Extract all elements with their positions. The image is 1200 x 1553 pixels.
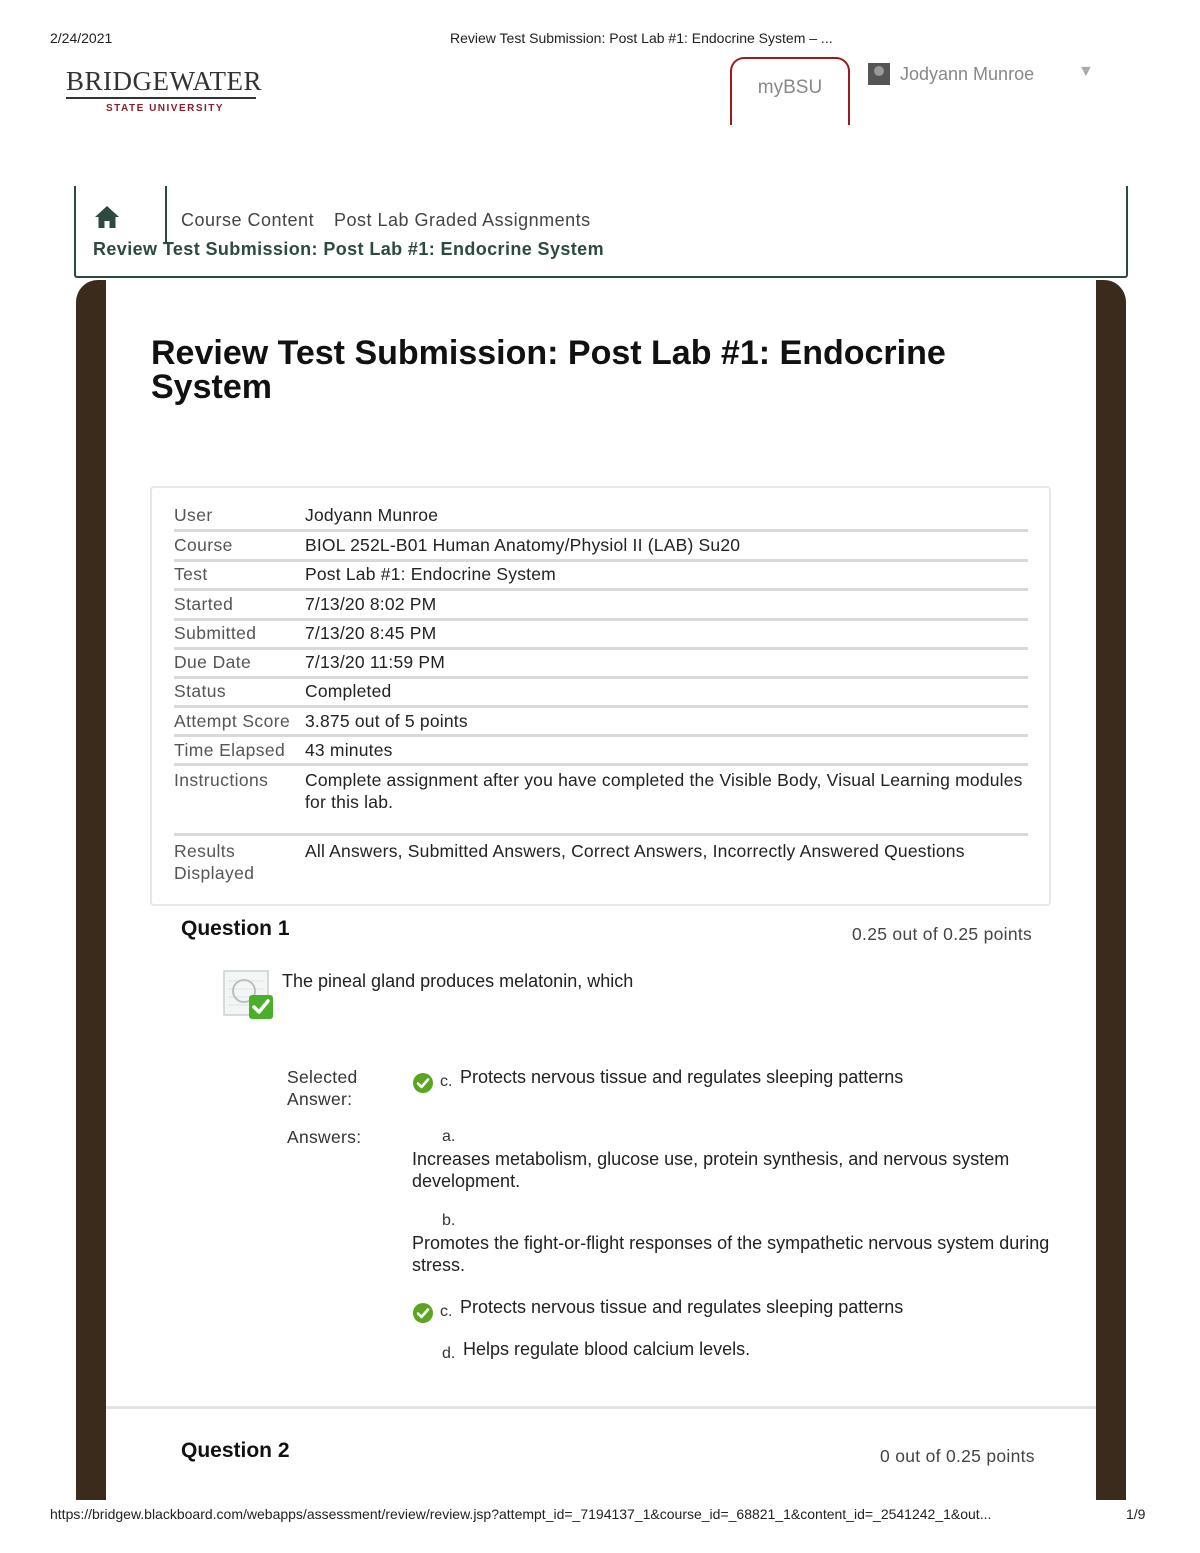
question-2-points: 0 out of 0.25 points [880, 1446, 1035, 1466]
answer-option-letter: d. [442, 1345, 456, 1362]
mybsu-tab[interactable]: myBSU [730, 57, 850, 125]
selected-answer-letter: c. [440, 1073, 453, 1090]
answer-option-text: Promotes the fight-or-flight responses of the sympathetic nervous system during stress. [412, 1233, 1050, 1275]
breadcrumb-current: Review Test Submission: Post Lab #1: Endocrine System [93, 239, 604, 259]
print-page-number: 1/9 [1126, 1506, 1146, 1522]
details-label: Course [174, 535, 233, 555]
details-row-user [174, 505, 1028, 532]
question-separator [106, 1406, 1096, 1409]
logo-subtitle: STATE UNIVERSITY [106, 103, 225, 114]
details-label: Started [174, 594, 234, 614]
question-1-text: The pineal gland produces melatonin, which [282, 971, 634, 991]
user-menu-caret-icon[interactable]: ▼ [1078, 63, 1094, 80]
answers-label: Answers: [287, 1127, 362, 1147]
answer-option-text: Helps regulate blood calcium levels. [463, 1339, 751, 1359]
user-name[interactable]: Jodyann Munroe [900, 64, 1035, 84]
correct-question-icon [222, 969, 274, 1021]
details-row-results-displayed [174, 840, 1028, 890]
details-label: Due Date [174, 652, 252, 672]
breadcrumb [74, 186, 1128, 278]
answer-option-letter: b. [442, 1212, 456, 1229]
details-label: Attempt Score [174, 711, 291, 731]
answer-option-letter: a. [442, 1128, 456, 1145]
details-label: Test [174, 564, 208, 584]
details-row-instructions [174, 769, 1028, 836]
details-row-course [174, 535, 1028, 562]
details-row-attempt-score [174, 710, 1028, 737]
details-value: 7/13/20 11:59 PM [305, 652, 446, 672]
details-row-status [174, 681, 1028, 708]
answer-option-letter: c. [440, 1303, 453, 1320]
breadcrumb-divider [165, 186, 167, 244]
breadcrumb-course-content[interactable]: Course Content [181, 210, 315, 230]
content-frame-right [1096, 280, 1126, 1500]
breadcrumb-post-lab-graded-assignments[interactable]: Post Lab Graded Assignments [334, 210, 591, 230]
details-value: All Answers, Submitted Answers, Correct Answers, Incorrectly Answered Questions [305, 841, 965, 861]
question-2-title: Question 2 [181, 1439, 290, 1462]
details-value: Jodyann Munroe [305, 505, 439, 525]
university-logo[interactable] [66, 66, 262, 114]
content-frame-left [76, 280, 106, 1500]
details-label: Instructions [174, 770, 269, 790]
print-date: 2/24/2021 [50, 30, 113, 46]
details-row-submitted [174, 623, 1028, 650]
details-row-started [174, 593, 1028, 621]
details-value: 7/13/20 8:02 PM [305, 594, 437, 614]
details-value: 3.875 out of 5 points [305, 711, 468, 731]
details-label: Submitted [174, 623, 257, 643]
details-row-test [174, 564, 1028, 591]
details-label: Time Elapsed [174, 740, 286, 760]
details-label: User [174, 505, 213, 525]
selected-answer-text: Protects nervous tissue and regulates sleeping patterns [460, 1067, 904, 1087]
details-value: BIOL 252L-B01 Human Anatomy/Physiol II (LAB) Su20 [305, 535, 741, 555]
print-url: https://bridgew.blackboard.com/webapps/assessment/review/review.jsp?attempt_id=_7194137_1&course_id=_68821_1&content_id=_2541242_1&out... [50, 1506, 992, 1522]
details-value: 43 minutes [305, 740, 393, 760]
details-row-due-date [174, 653, 1028, 679]
logo-rule [66, 97, 256, 99]
answer-option-text: Protects nervous tissue and regulates sleeping patterns [460, 1297, 904, 1317]
page-title: Review Test Submission: Post Lab #1: Endocrine System [151, 334, 946, 406]
user-avatar-icon [868, 63, 890, 85]
details-label: Results Displayed [174, 841, 255, 883]
correct-check-icon [412, 1072, 434, 1094]
selected-answer-label: Selected Answer: [287, 1067, 358, 1109]
details-value: Post Lab #1: Endocrine System [305, 564, 556, 584]
home-icon[interactable] [94, 204, 120, 230]
question-1-points: 0.25 out of 0.25 points [852, 924, 1033, 944]
logo-wordmark: BRIDGEWATER [66, 66, 262, 96]
correct-check-icon [412, 1302, 434, 1324]
details-row-time-elapsed [174, 740, 1028, 766]
details-value: Completed [305, 681, 392, 701]
print-title: Review Test Submission: Post Lab #1: Endocrine System – ... [450, 30, 833, 46]
details-value: 7/13/20 8:45 PM [305, 623, 437, 643]
answer-option-text: Increases metabolism, glucose use, protein synthesis, and nervous system development. [412, 1149, 1010, 1191]
details-value: Complete assignment after you have completed the Visible Body, Visual Learning modules for this lab. [305, 770, 1023, 812]
question-1-title: Question 1 [181, 917, 290, 940]
details-label: Status [174, 681, 227, 701]
